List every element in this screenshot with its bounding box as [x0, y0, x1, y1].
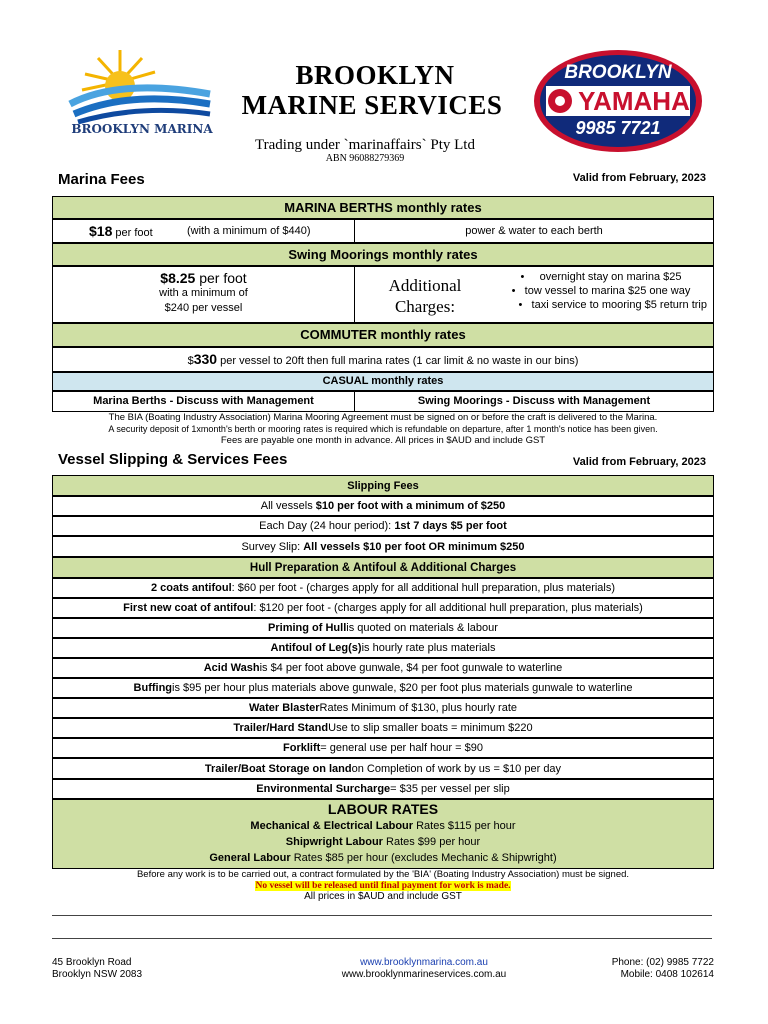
labour-row-text: Rates $85 per hour (excludes Mechanic & Shipwright)	[290, 852, 557, 864]
commuter-row	[52, 347, 714, 372]
brooklyn-marina-logo-text: BROOKLYN MARINA	[71, 122, 213, 136]
footer-contact	[540, 957, 714, 981]
marina-berths-header: MARINA BERTHS monthly rates	[52, 196, 714, 219]
work-contract-note: Before any work is to be carried out, a contract formulated by the 'BIA' (Boating Industry Association) must be signed.	[136, 869, 630, 880]
labour-row-label: Shipwright Labour	[285, 836, 383, 848]
footer-divider-1	[52, 915, 712, 916]
hull-row-text: is hourly rate plus materials	[361, 642, 496, 654]
slipping-fees-header: Slipping Fees	[52, 475, 714, 496]
berth-price: $18	[89, 223, 113, 239]
commuter-text: per vessel to 20ft then full marina rates (1 car limit & no waste in our bins)	[217, 355, 579, 367]
commuter-header: COMMUTER monthly rates	[52, 323, 714, 347]
footer-divider-2	[52, 938, 712, 939]
hull-row-label: Water Blaster	[249, 702, 320, 714]
labour-rates-header: LABOUR RATES	[327, 801, 439, 817]
hull-row-text: Rates Minimum of $130, plus hourly rate	[319, 702, 517, 714]
labour-row-label: Mechanical & Electrical Labour	[250, 820, 414, 832]
security-deposit-note: A security deposit of 1xmonth's berth or mooring rates is required which is refundable on departure, after 1 month's notice has been given.	[108, 423, 658, 434]
marina-fees-valid-date: Valid from February, 2023	[572, 172, 706, 184]
slip-row-text: All vessels	[260, 500, 313, 512]
address-line-2: Brooklyn NSW 2083	[52, 969, 143, 980]
hull-row-label: Trailer/Hard Stand	[233, 722, 329, 734]
brooklyn-yamaha-logo	[532, 48, 704, 154]
marina-fees-title: Marina Fees	[58, 171, 145, 188]
hull-row-text: = general use per half hour = $90	[320, 742, 483, 754]
commuter-price: 330	[193, 351, 218, 367]
table-row	[52, 578, 714, 598]
commuter-dollar: $	[187, 355, 194, 367]
hull-row-label: Trailer/Boat Storage on land	[204, 762, 352, 775]
casual-row	[52, 391, 714, 412]
website-link-marina[interactable]: www.brooklynmarina.com.au	[360, 957, 488, 968]
berth-note: power & water to each berth	[465, 225, 603, 237]
hull-row-text: is quoted on materials & labour	[346, 622, 498, 634]
labour-row-label: General Labour	[209, 852, 291, 864]
company-title-line2: MARINE SERVICES	[241, 90, 503, 120]
hull-row-text: = $35 per vessel per slip	[390, 783, 510, 795]
slip-row-value: All vessels $10 per foot OR minimum $250	[303, 540, 525, 553]
additional-charges-list	[495, 270, 707, 312]
footer-address	[52, 957, 142, 981]
abn-number: ABN 96088279369	[325, 153, 405, 164]
swing-moorings-row	[52, 266, 714, 323]
list-item	[53, 818, 713, 834]
table-row	[52, 718, 714, 738]
logo-brooklyn-text: BROOKLYN	[564, 62, 672, 83]
table-row	[52, 618, 714, 638]
list-item: • tow vessel to marina $25 one way	[511, 285, 691, 297]
slip-row-value: 1st 7 days $5 per foot	[394, 520, 507, 532]
logo-yamaha-text: YAMAHA	[578, 86, 690, 116]
hull-row-label: Antifoul of Leg(s)	[270, 642, 362, 654]
hull-row-text: is $4 per foot above gunwale, $4 per foot gunwale to waterline	[259, 662, 563, 674]
labour-rates-block	[52, 799, 714, 869]
slipping-valid-date: Valid from February, 2023	[572, 456, 706, 468]
table-row	[52, 496, 714, 516]
gst-note: All prices in $AUD and include GST	[304, 891, 462, 902]
casual-swing-moorings: Swing Moorings - Discuss with Management	[417, 395, 651, 407]
swing-price: $8.25	[160, 270, 196, 286]
payment-note: Fees are payable one month in advance. All prices in $AUD and include GST	[220, 435, 546, 446]
additional-charge-overnight: overnight stay on marina $25	[539, 271, 682, 283]
marina-notes	[40, 412, 726, 447]
hull-row-label: Buffing	[133, 682, 173, 694]
additional-charge-taxi: taxi service to mooring $5 return trip	[531, 299, 707, 311]
berth-minimum: (with a minimum of $440)	[187, 225, 311, 237]
footer-websites	[284, 957, 564, 981]
slip-row-value: $10 per foot with a minimum of $250	[315, 500, 506, 512]
table-row	[52, 758, 714, 779]
logo-phone-text: 9985 7721	[575, 118, 661, 138]
hull-row-text: : $120 per foot - (charges apply for all additional hull preparation, plus materials)	[253, 602, 643, 614]
trading-name: Trading under `marinaffairs` Pty Ltd	[255, 137, 475, 153]
additional-charges-label-2: Charges:	[394, 297, 456, 316]
casual-marina-berths: Marina Berths - Discuss with Management	[53, 392, 355, 411]
casual-header: CASUAL monthly rates	[52, 372, 714, 391]
address-line-1: 45 Brooklyn Road	[52, 957, 132, 968]
company-title-line1: BROOKLYN	[295, 60, 455, 90]
hull-row-text: Use to slip smaller boats = minimum $220	[328, 722, 533, 734]
list-item	[53, 834, 713, 850]
list-item: • overnight stay on marina $25	[520, 271, 682, 283]
list-item	[53, 850, 713, 866]
table-row	[52, 779, 714, 799]
hull-preparation-header: Hull Preparation & Antifoul & Additional Charges	[52, 557, 714, 578]
hull-row-label: Forklift	[283, 742, 321, 754]
swing-unit: per foot	[195, 270, 247, 286]
labour-row-text: Rates $99 per hour	[382, 836, 481, 848]
hull-row-label: Priming of Hull	[268, 622, 347, 634]
hull-row-label: Environmental Surcharge	[256, 783, 391, 795]
marina-berths-row	[52, 219, 714, 243]
slip-row-text: Survey Slip:	[241, 540, 301, 553]
hull-row-text: : $60 per foot - (charges apply for all additional hull preparation, plus materials)	[231, 582, 616, 594]
additional-charges-label-1: Additional	[388, 276, 462, 295]
table-row	[52, 678, 714, 698]
hull-row-text: on Completion of work by us = $10 per day	[351, 762, 562, 775]
release-note: No vessel will be released until final payment for work is made.	[255, 881, 511, 891]
table-row	[52, 536, 714, 557]
table-row	[52, 516, 714, 536]
brooklyn-marina-logo	[60, 42, 220, 142]
website-link-services[interactable]: www.brooklynmarineservices.com.au	[341, 969, 507, 980]
hull-row-label: First new coat of antifoul	[123, 602, 254, 614]
hull-row-label: 2 coats antifoul	[150, 582, 232, 594]
slipping-title: Vessel Slipping & Services Fees	[58, 451, 288, 468]
table-row	[52, 698, 714, 718]
slip-row-text: Each Day (24 hour period):	[259, 520, 392, 532]
hull-row-label: Acid Wash	[203, 662, 260, 674]
hull-row-text: is $95 per hour plus materials above gunwale, $20 per foot plus materials gunwale to waterline	[172, 682, 633, 694]
bia-agreement-note: The BIA (Boating Industry Association) Marina Mooring Agreement must be signed on or before the craft is delivered to the Marina.	[108, 412, 658, 423]
phone-number: Phone: (02) 9985 7722	[611, 957, 714, 968]
table-row	[52, 638, 714, 658]
berth-unit: per foot	[112, 227, 153, 239]
table-row	[52, 658, 714, 678]
labour-row-text: Rates $115 per hour	[413, 820, 516, 832]
table-row	[52, 738, 714, 758]
swing-minimum-2: $240 per vessel	[164, 302, 243, 314]
table-row	[52, 598, 714, 618]
additional-charge-tow: tow vessel to marina $25 one way	[524, 285, 691, 297]
mobile-number: Mobile: 0408 102614	[620, 969, 714, 980]
list-item: • taxi service to mooring $5 return trip	[518, 299, 707, 311]
swing-minimum-1: with a minimum of	[159, 287, 248, 299]
swing-moorings-header: Swing Moorings monthly rates	[52, 243, 714, 266]
